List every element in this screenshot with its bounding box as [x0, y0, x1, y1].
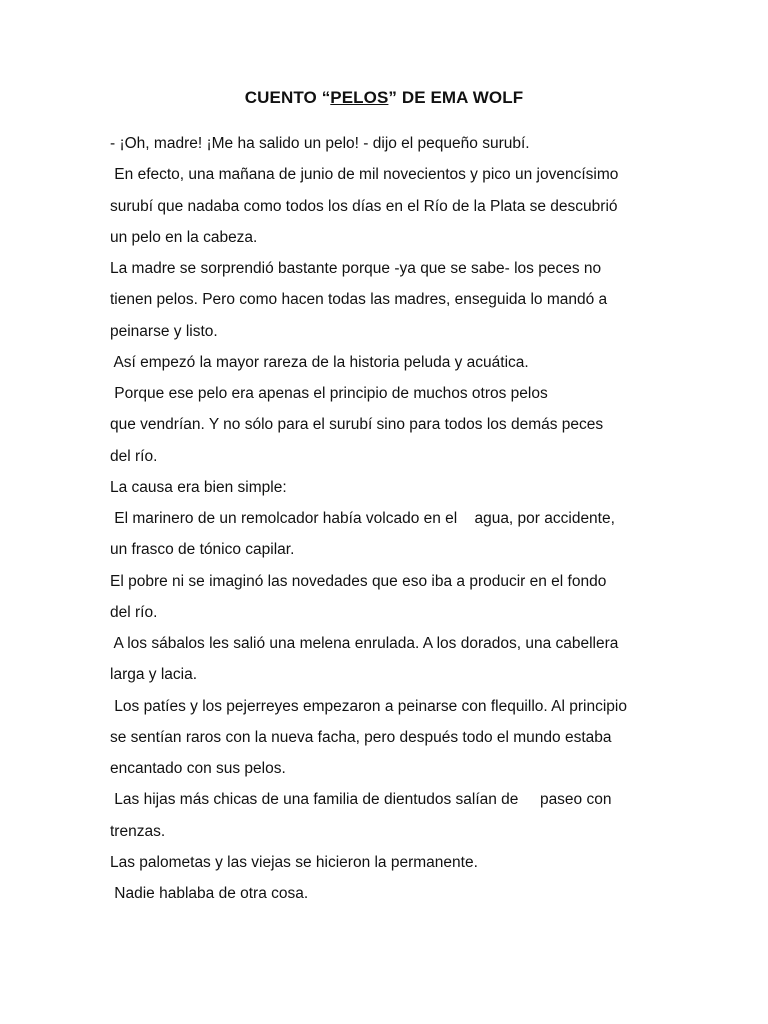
story-text	[110, 133, 710, 914]
text-line: Nadie hablaba de otra cosa.	[110, 885, 309, 902]
text-line: del río.	[110, 447, 158, 465]
text-line: Así empezó la mayor rareza de la historia peluda y acuática.	[110, 353, 529, 371]
text-line: un frasco de tónico capilar.	[110, 541, 295, 559]
text-line: Porque ese pelo era apenas el principio de muchos otros pelos	[110, 385, 548, 402]
title-underlined-word: PELOS	[330, 88, 389, 107]
text-line: surubí que nadaba como todos los días en el Río de la Plata se descubrió	[110, 197, 618, 215]
text-line: que vendrían. Y no sólo para el surubí sino para todos los demás peces	[110, 416, 604, 434]
text-line: encantado con sus pelos.	[110, 760, 286, 777]
text-line: El pobre ni se imaginó las novedades que eso iba a producir en el fondo	[110, 572, 607, 590]
title-suffix: ” DE EMA WOLF	[388, 88, 524, 107]
text-line: peinarse y listo.	[110, 322, 218, 340]
text-line: La causa era bien simple:	[110, 478, 287, 496]
text-line: un pelo en la cabeza.	[110, 228, 258, 246]
text-line: tienen pelos. Pero como hacen todas las madres, enseguida lo mandó a	[110, 291, 608, 309]
text-line: larga y lacia.	[110, 666, 198, 684]
text-line: Las hijas más chicas de una familia de dientudos salían de paseo con	[110, 791, 612, 809]
text-line: trenzas.	[110, 822, 166, 840]
text-line: En efecto, una mañana de junio de mil novecientos y pico un jovencísimo	[110, 166, 619, 184]
text-line: A los sábalos les salió una melena enrulada. A los dorados, una cabellera	[110, 635, 619, 652]
text-line: El marinero de un remolcador había volcado en el agua, por accidente,	[110, 510, 615, 527]
text-line: Los patíes y los pejerreyes empezaron a peinarse con flequillo. Al principio	[110, 697, 627, 715]
page-title	[0, 88, 768, 108]
text-line: - ¡Oh, madre! ¡Me ha salido un pelo! - dijo el pequeño surubí.	[110, 135, 530, 152]
text-line: La madre se sorprendió bastante porque -ya que se sabe- los peces no	[110, 260, 602, 277]
text-line: del río.	[110, 603, 158, 621]
text-line: se sentían raros con la nueva facha, pero después todo el mundo estaba	[110, 728, 612, 746]
text-line: Las palometas y las viejas se hicieron la permanente.	[110, 853, 478, 871]
title-prefix: CUENTO “	[244, 88, 331, 107]
